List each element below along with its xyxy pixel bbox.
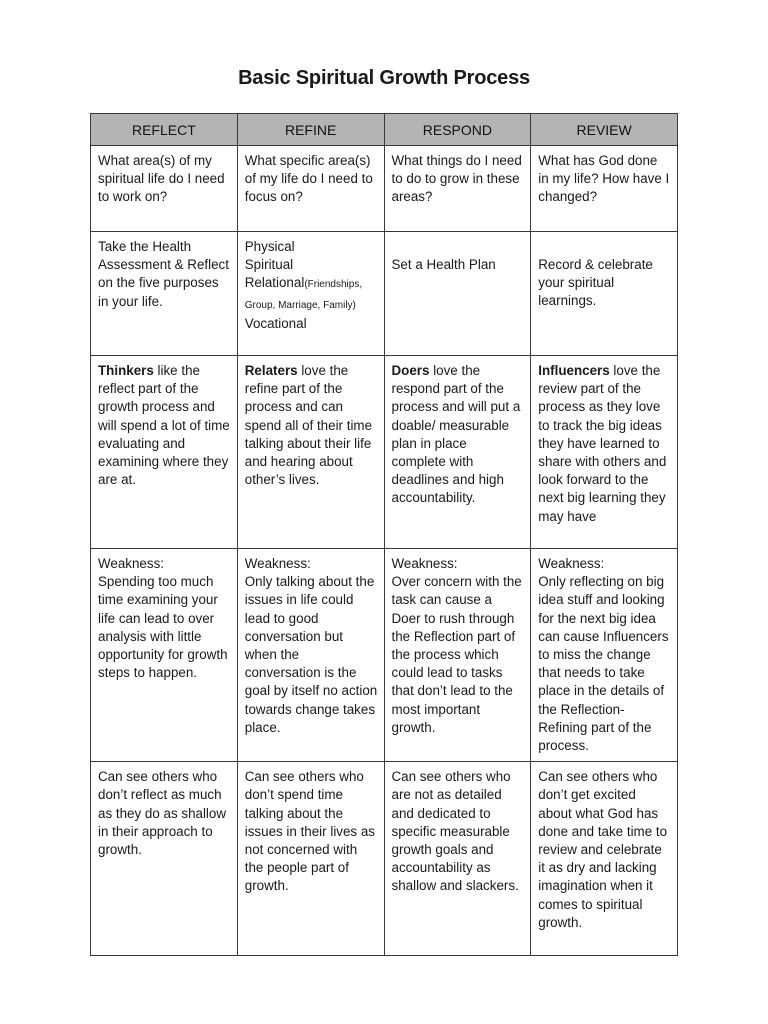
actions-row: [91, 232, 678, 356]
types-row: [91, 356, 678, 549]
perceptions-row: [91, 762, 678, 956]
weakness-review: [531, 549, 678, 762]
type-name-relaters: Relaters: [244, 363, 298, 378]
weakness-reflect: [91, 549, 238, 762]
weakness-respond: [384, 549, 531, 762]
weakness-text-review: Only reflecting on big idea stuff and looking for the next big idea can cause Influencers to miss the change that needs to take place in the details of the Reflection-Refining part of the process.: [538, 574, 669, 754]
area-relational: [245, 274, 378, 314]
type-text-reflect: like the reflect part of the growth process and will spend a lot of time evaluating and examining where they are at.: [98, 363, 230, 488]
weakness-text-refine: Only talking about the issues in life could lead to good conversation but when the conversation is the goal by itself no action towards change takes place.: [244, 574, 378, 735]
question-respond: What things do I need to do to grow in these areas?: [384, 146, 531, 232]
question-review: What has God done in my life? How have I changed?: [531, 146, 678, 232]
type-review: [531, 356, 678, 549]
type-text-review: love the review part of the process as they love to track the big ideas they have learned to share with others and look forward to the next big learning they may have: [538, 363, 667, 524]
type-respond: [384, 356, 531, 549]
action-review: Record & celebrate your spiritual learnings.: [531, 232, 678, 356]
weakness-text-respond: Over concern with the task can cause a Doer to rush through the Reflection part of the process which could lead to tasks that don’t lead to the most important growth.: [391, 574, 522, 735]
page-title: Basic Spiritual Growth Process: [238, 67, 530, 89]
action-refine: [237, 232, 384, 356]
weakness-label: Weakness:: [98, 556, 164, 571]
area-relational-detail: (Friendships, Group, Marriage, Family): [244, 279, 363, 311]
header-row: [91, 114, 678, 146]
header-review: REVIEW: [531, 114, 678, 146]
perception-reflect: Can see others who don’t reflect as much as they do as shallow in their approach to growth.: [91, 762, 238, 956]
perception-refine: Can see others who don’t spend time talking about the issues in their lives as not concerned with the people part of growth.: [237, 762, 384, 956]
question-refine: What specific area(s) of my life do I need to focus on?: [237, 146, 384, 232]
action-reflect: Take the Health Assessment & Reflect on the five purposes in your life.: [91, 232, 238, 356]
growth-process-table: [90, 113, 678, 956]
type-name-doers: Doers: [391, 363, 430, 378]
action-respond: Set a Health Plan: [384, 232, 531, 356]
area-physical: Physical: [244, 239, 295, 254]
type-text-respond: love the respond part of the process and will put a doable/ measurable plan in place complete with deadlines and high accountability.: [391, 363, 521, 506]
questions-row: [91, 146, 678, 232]
weakness-label: Weakness:: [391, 556, 458, 571]
type-text-refine: love the refine part of the process and can spend all of their time talking about their life and hearing about other’s lives.: [244, 363, 373, 488]
type-refine: [237, 356, 384, 549]
area-relational-label: Relational: [244, 275, 305, 291]
weakness-label: Weakness:: [538, 556, 605, 571]
area-vocational: Vocational: [244, 315, 307, 331]
weakness-label: Weakness:: [244, 556, 311, 571]
weakness-refine: [237, 549, 384, 762]
header-reflect: REFLECT: [91, 114, 238, 146]
perception-respond: Can see others who are not as detailed and dedicated to specific measurable growth goals and accountability as shallow and slackers.: [384, 762, 531, 956]
header-refine: REFINE: [237, 114, 384, 146]
type-reflect: [91, 356, 238, 549]
type-name-thinkers: Thinkers: [98, 363, 154, 378]
type-name-influencers: Influencers: [538, 363, 610, 378]
header-respond: RESPOND: [384, 114, 531, 146]
weaknesses-row: [91, 549, 678, 762]
question-reflect: What area(s) of my spiritual life do I need to work on?: [91, 146, 238, 232]
perception-review: Can see others who don’t get excited about what God has done and take time to review and celebrate it as dry and lacking imagination when it comes to spiritual growth.: [531, 762, 678, 956]
weakness-text-reflect: Spending too much time examining your life can lead to over analysis with little opportunity for growth steps to happen.: [98, 574, 228, 681]
area-spiritual: Spiritual: [244, 257, 294, 273]
